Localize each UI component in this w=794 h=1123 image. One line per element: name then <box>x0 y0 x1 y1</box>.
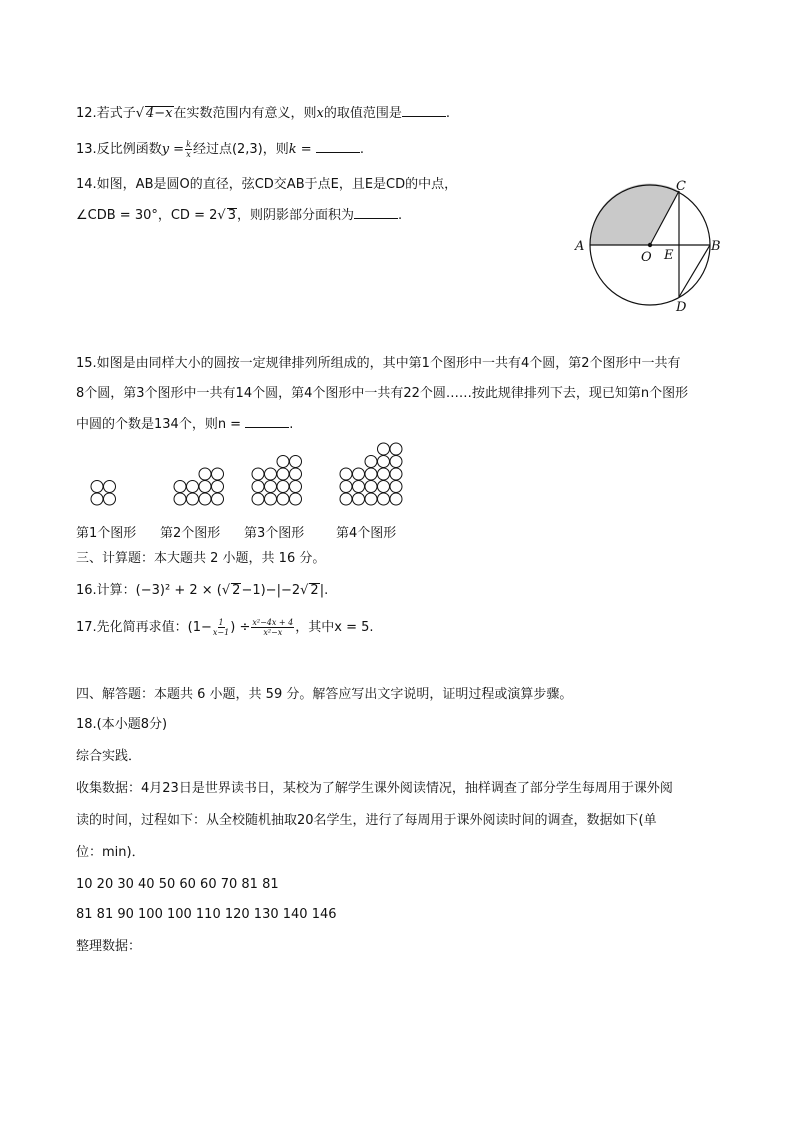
pattern-circle-fig4 <box>390 443 402 455</box>
q18-line-3: 读的时间，过程如下：从全校随机抽取20名学生，进行了每周用于课外阅读时间的调查，数据如下(单 <box>76 813 657 828</box>
pattern-circle-fig4 <box>390 493 402 505</box>
q13-lhs: y = <box>161 142 185 157</box>
pattern-circle-fig2 <box>199 468 211 480</box>
q13-end: . <box>359 142 364 157</box>
pattern-circle-fig3 <box>290 468 302 480</box>
pattern-circle-fig3 <box>290 481 302 493</box>
pattern-circle-fig4 <box>365 468 377 480</box>
pattern-circle-fig4 <box>390 468 402 480</box>
q14-radical: √ 3 <box>217 208 236 223</box>
q17-frac1-den: x−1 <box>212 628 230 637</box>
q13-text-2: 经过点(2,3)，则 <box>192 142 289 157</box>
pattern-circle-fig1 <box>91 481 103 493</box>
q15-end: . <box>289 417 294 432</box>
pattern-circle-fig4 <box>365 456 377 468</box>
q12-text-1: 若式子 <box>96 106 136 121</box>
question-15-line-2: 8个圆，第3个图形中一共有14个圆，第4个图形中一共有22个圆……按此规律排列下去，现已知第n个图形 <box>76 386 689 401</box>
pattern-circle-fig2 <box>187 493 199 505</box>
q17-frac2-den: x²−x <box>263 628 283 637</box>
q17-frac2-num: x²−4x + 4 <box>252 618 294 627</box>
label-e: E <box>664 248 674 263</box>
q18-line-5: 整理数据： <box>76 939 142 954</box>
pattern-circle-fig4 <box>353 493 365 505</box>
q13-frac-num: k <box>186 140 191 149</box>
shaded-sector <box>590 184 679 245</box>
pattern-circle-fig2 <box>174 493 186 505</box>
q13-answer-blank <box>316 140 360 153</box>
segment-bd <box>679 245 710 297</box>
q18-line-4: 位：min)． <box>76 845 145 860</box>
pattern-circle-fig4 <box>378 443 390 455</box>
q12-number: 12. <box>76 106 97 121</box>
pattern-circle-fig4 <box>378 481 390 493</box>
label-d: D <box>676 300 687 315</box>
pattern-circle-fig4 <box>353 468 365 480</box>
q12-var: x <box>316 106 324 121</box>
q13-number: 13. <box>76 142 97 157</box>
q12-end: . <box>445 106 451 121</box>
pattern-circle-fig2 <box>187 481 199 493</box>
pattern-circle-fig4 <box>378 493 390 505</box>
q14-text-a: ∠CDB = 30°，CD = 2 <box>76 208 218 223</box>
pattern-circle-fig4 <box>340 468 352 480</box>
pattern-circle-fig3 <box>277 468 289 480</box>
pattern-circle-fig3 <box>265 468 277 480</box>
pattern-circle-fig4 <box>390 481 402 493</box>
caption-figure-4: 第4个图形 <box>336 526 397 541</box>
pattern-circle-fig3 <box>277 481 289 493</box>
label-c: C <box>676 179 686 194</box>
label-a: A <box>575 239 585 254</box>
question-18-title: 18.(本小题8分) <box>76 717 168 732</box>
question-14-line-1: 14.如图，AB是圆O的直径，弦CD交AB于点E，且E是CD的中点， <box>76 177 458 192</box>
q13-frac-den: x <box>186 150 191 159</box>
question-15-line-1: 15.如图是由同样大小的圆按一定规律排列所组成的，其中第1个图形中一共有4个圆，第2个图形中一共有 <box>76 356 681 371</box>
q13-fraction <box>185 140 192 159</box>
q12-radicand: 4−x <box>146 106 173 121</box>
q13-kvar: k = <box>288 142 312 157</box>
q18-data-row-1: 10 20 30 40 50 60 60 70 81 81 <box>76 877 279 892</box>
pattern-circle-fig3 <box>252 481 264 493</box>
q16-radicand-1: 2 <box>232 583 241 598</box>
q17-frac1-num: 1 <box>218 618 224 627</box>
pattern-circle-fig3 <box>290 493 302 505</box>
q16-text-a: 16.计算：(−3)² + 2 × ( <box>76 583 222 598</box>
q14-radicand: 3 <box>227 208 236 223</box>
label-o: O <box>641 250 652 265</box>
center-point <box>648 243 652 247</box>
q13-text-1: 反比例函数 <box>96 142 162 157</box>
q12-answer-blank <box>402 104 446 117</box>
label-b: B <box>711 239 721 254</box>
caption-figure-3: 第3个图形 <box>244 526 305 541</box>
pattern-circle-fig3 <box>290 456 302 468</box>
question-16 <box>76 582 328 600</box>
q16-text-c: |. <box>319 583 329 598</box>
pattern-circle-fig4 <box>378 468 390 480</box>
caption-figure-2: 第2个图形 <box>160 526 221 541</box>
pattern-circle-fig4 <box>378 456 390 468</box>
q15-answer-blank <box>245 415 289 428</box>
pattern-circle-fig3 <box>265 481 277 493</box>
pattern-circle-fig3 <box>252 493 264 505</box>
caption-figure-1: 第1个图形 <box>76 526 137 541</box>
pattern-circle-fig3 <box>265 493 277 505</box>
section-3-heading: 三、计算题：本大题共 2 小题，共 16 分。 <box>76 551 326 566</box>
pattern-circle-fig2 <box>212 481 224 493</box>
q16-radical-1: √ 2 <box>221 583 241 598</box>
q16-text-b: −1)−|−2 <box>241 583 301 598</box>
pattern-circle-fig4 <box>340 493 352 505</box>
q17-text-c: ，其中x = 5. <box>295 620 374 635</box>
q16-radical-2: √ 2 <box>300 583 319 598</box>
pattern-circle-fig1 <box>91 493 103 505</box>
pattern-circle-fig2 <box>199 493 211 505</box>
q18-line-1: 综合实践． <box>76 749 142 764</box>
question-12 <box>76 104 450 123</box>
q14-end: . <box>397 208 403 223</box>
q18-line-2: 收集数据：4月23日是世界读书日，某校为了解学生课外阅读情况，抽样调查了部分学生每周用于课外阅 <box>76 781 673 796</box>
q18-data-row-2: 81 81 90 100 100 110 120 130 140 146 <box>76 907 337 922</box>
q17-fraction-2 <box>251 618 294 637</box>
q15-text: 中圆的个数是134个，则n = <box>76 417 246 432</box>
pattern-circle-fig4 <box>340 481 352 493</box>
q14-circle-figure <box>570 172 730 322</box>
pattern-circle-fig3 <box>277 493 289 505</box>
pattern-circle-fig4 <box>390 456 402 468</box>
pattern-circle-fig2 <box>199 481 211 493</box>
q17-fraction-1 <box>213 618 229 637</box>
q14-answer-blank <box>354 206 398 219</box>
q17-text-b: ) ÷ <box>230 620 251 635</box>
section-4-heading: 四、解答题：本题共 6 小题，共 59 分。解答应写出文字说明，证明过程或演算步骤。 <box>76 687 573 702</box>
q12-text-3: 的取值范围是 <box>323 106 402 121</box>
question-14-line-2 <box>76 206 402 225</box>
pattern-circle-fig4 <box>365 493 377 505</box>
pattern-circle-fig3 <box>277 456 289 468</box>
question-13 <box>76 140 364 159</box>
pattern-circle-fig4 <box>365 481 377 493</box>
q16-radicand-2: 2 <box>310 583 319 598</box>
pattern-circle-fig4 <box>353 481 365 493</box>
q12-radical: √ 4−x <box>135 106 173 121</box>
q17-text-a: 17.先化简再求值：(1− <box>76 620 212 635</box>
question-17 <box>76 618 374 637</box>
pattern-circle-fig2 <box>212 493 224 505</box>
q15-circle-patterns <box>80 440 420 510</box>
pattern-circle-fig2 <box>212 468 224 480</box>
question-15-line-3 <box>76 415 293 434</box>
pattern-circle-fig1 <box>104 493 116 505</box>
pattern-circle-fig1 <box>104 481 116 493</box>
q12-text-2: 在实数范围内有意义，则 <box>173 106 317 121</box>
pattern-circle-fig2 <box>174 481 186 493</box>
q14-text-b: ，则阴影部分面积为 <box>236 208 354 223</box>
pattern-circle-fig3 <box>252 468 264 480</box>
